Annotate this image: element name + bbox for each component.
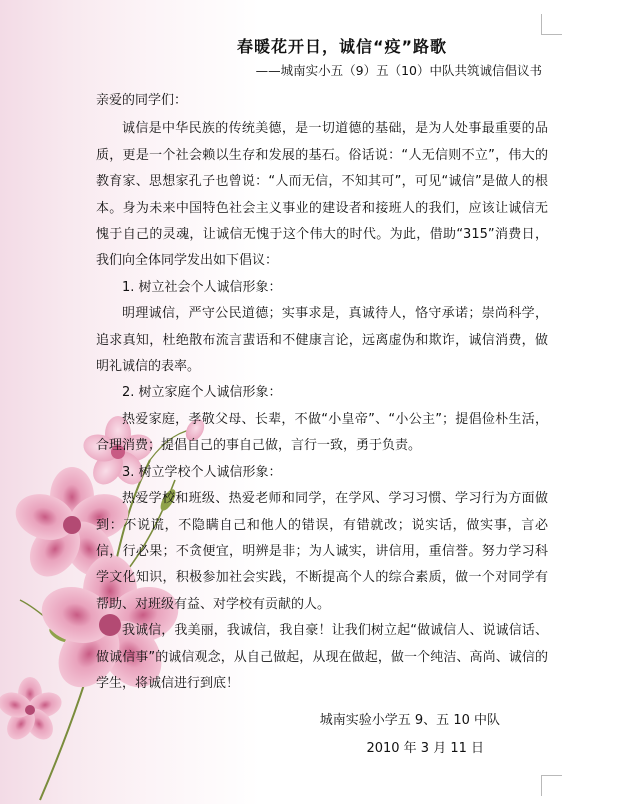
closing-paragraph: 我诚信，我美丽，我诚信，我自豪！让我们树立起“做诚信人、说诚信话、做诚信事”的诚信观念，从自己做起，从现在做起，做一个纯洁、高尚、诚信的学生，将诚信进行到底！	[96, 623, 548, 691]
document-title: 春暖花开日，诚信“疫”路歌	[236, 37, 448, 56]
document-subtitle: ——城南实小五（9）五（10）中队共筑诚信倡议书	[255, 63, 542, 78]
section-heading-society: 1. 树立社会个人诚信形象：	[122, 279, 282, 295]
section-body-school: 热爱学校和班级、热爱老师和同学，在学风、学习习惯、学习行为方面做到：不说谎，不隐瞒自己和他人的错误，有错就改；说实话，做实事，言必信，行必果；不贪便宜，明辨是非；为人诚实，讲信用，重信誉。努力学习科学文化知识，积极参加社会实践，不断提高个人的综合素质，做一个对同学有帮助、对班级有益、对学校有贡献的人。	[96, 491, 548, 612]
intro-paragraph: 诚信是中华民族的传统美德，是一切道德的基础，是为人处事最重要的品质，更是一个社会赖以生存和发展的基石。俗话说：“人无信则不立”，伟大的教育家、思想家孔子也曾说：“人而无信，不知其可”，可见“诚信”是做人的根本。身为未来中国特色社会主义事业的建设者和接班人的我们，应该让诚信无愧于自己的灵魂，让诚信无愧于这个伟大的时代。为此，借助“315”消费日，我们向全体同学发出如下倡议：	[96, 121, 548, 269]
page-corner-mark-top	[541, 14, 562, 35]
greeting: 亲爱的同学们：	[96, 93, 188, 108]
signature: 城南实验小学五 9、五 10 中队	[319, 713, 500, 729]
section-heading-school: 3. 树立学校个人诚信形象：	[122, 464, 282, 480]
page-corner-mark-bottom	[541, 775, 562, 796]
document-body	[96, 34, 548, 763]
section-body-society: 明理诚信，严守公民道德；实事求是，真诚待人，恪守承诺；崇尚科学，追求真知，杜绝散布流言蜚语和不健康言论，远离虚伪和欺诈，诚信消费，做明礼诚信的表率。	[96, 306, 548, 375]
section-body-family: 热爱家庭，孝敬父母、长辈，不做“小皇帝”、“小公主”；提倡俭朴生活，合理消费；提倡自己的事自己做，言行一致，勇于负责。	[96, 411, 548, 454]
document-date: 2010 年 3 月 11 日	[366, 741, 484, 757]
section-heading-family: 2. 树立家庭个人诚信形象：	[122, 385, 282, 401]
